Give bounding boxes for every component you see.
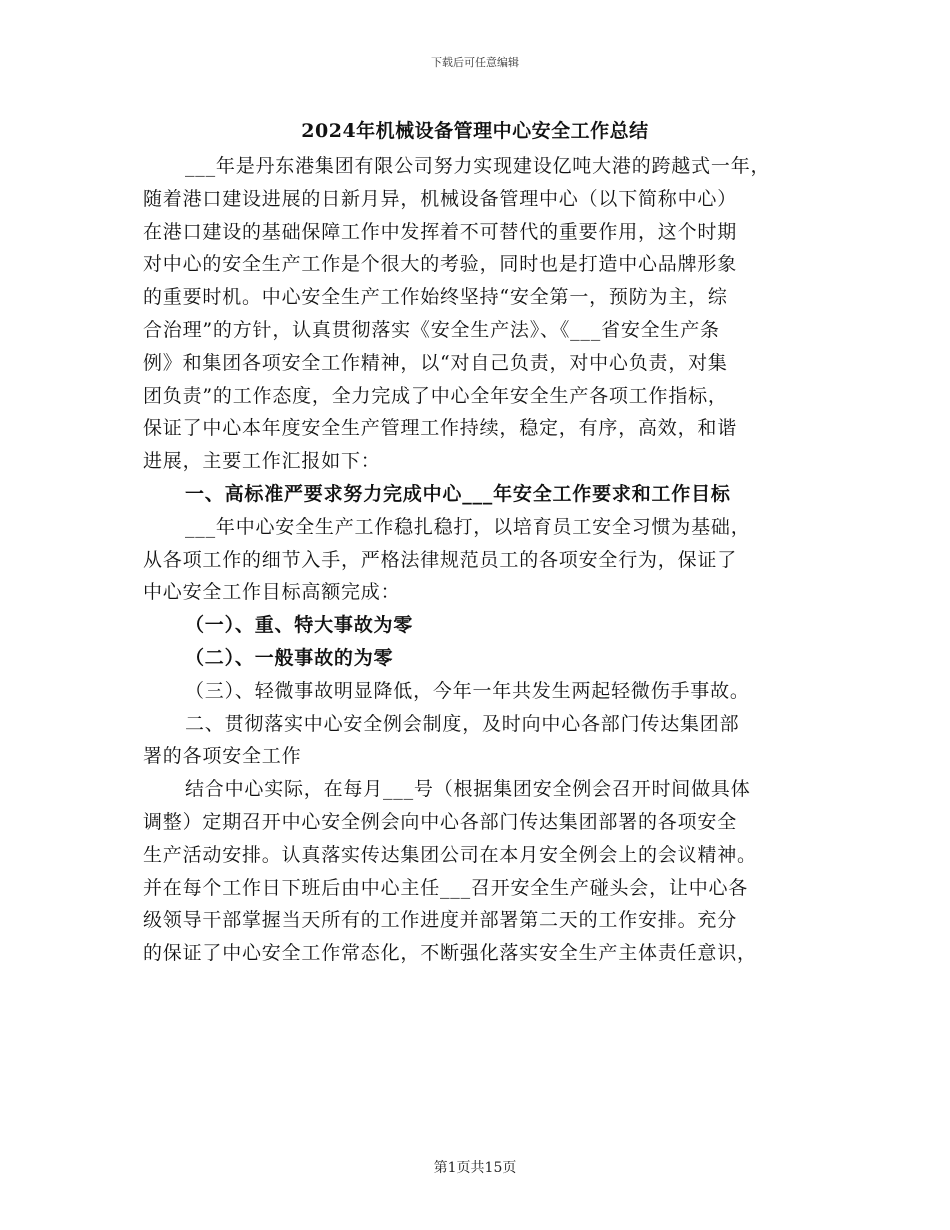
header-note: 下载后可任意编辑 [431, 56, 519, 69]
paragraph-line: 并在每个工作日下班后由中心主任___召开安全生产碰头会，让中心各 [143, 876, 749, 899]
page-footer: 第1页共15页 [433, 1160, 517, 1176]
paragraph-line: 级领导干部掌握当天所有的工作进度并部署第二天的工作安排。充分 [143, 909, 738, 932]
paragraph-line: 署的各项安全工作 [143, 745, 302, 768]
paragraph-line: 中心安全工作目标高额完成： [143, 581, 401, 604]
subsection-heading: （一）、重、特大事故为零 [185, 614, 414, 637]
paragraph-line: 在港口建设的基础保障工作中发挥着不可替代的重要作用，这个时期 [143, 220, 738, 243]
paragraph-line: 例》和集团各项安全工作精神，以“对自己负责，对中心负责，对集 [143, 351, 728, 374]
paragraph-line: 结合中心实际，在每月___号（根据集团安全例会召开时间做具体 [185, 778, 751, 801]
document-title: 2024年机械设备管理中心安全工作总结 [301, 120, 649, 142]
paragraph-line: 保证了中心本年度安全生产管理工作持续，稳定，有序，高效，和谐 [143, 417, 738, 440]
section-heading: 二、贯彻落实中心安全例会制度，及时向中心各部门传达集团部 [185, 712, 740, 735]
paragraph-line: 进展，主要工作汇报如下： [143, 450, 381, 473]
paragraph-line: 合治理”的方针，认真贯彻落实《安全生产法》、《___省安全生产条 [143, 318, 720, 341]
paragraph-line: （三）、轻微事故明显降低，今年一年共发生两起轻微伤手事故。 [185, 679, 750, 702]
paragraph-line: 的重要时机。中心安全生产工作始终坚持“安全第一，预防为主，综 [143, 286, 728, 309]
section-heading: 一、高标准严要求努力完成中心___年安全工作要求和工作目标 [185, 482, 731, 505]
paragraph-line: 调整）定期召开中心安全例会向中心各部门传达集团部署的各项安全 [143, 810, 738, 833]
paragraph-line: 生产活动安排。认真落实传达集团公司在本月安全例会上的会议精神。 [143, 843, 757, 866]
paragraph-line: ___年是丹东港集团有限公司努力实现建设亿吨大港的跨越式一年， [185, 155, 771, 177]
subsection-heading: （二）、一般事故的为零 [185, 646, 394, 669]
paragraph-line: 随着港口建设进展的日新月异，机械设备管理中心（以下简称中心） [143, 187, 738, 210]
paragraph-line: 的保证了中心安全工作常态化，不断强化落实安全生产主体责任意识， [143, 942, 757, 965]
paragraph-line: 从各项工作的细节入手，严格法律规范员工的各项安全行为，保证了 [143, 548, 738, 571]
document-body [143, 150, 823, 970]
paragraph-line: 对中心的安全生产工作是个很大的考验，同时也是打造中心品牌形象 [143, 253, 738, 276]
paragraph-line: ___年中心安全生产工作稳扎稳打，以培育员工安全习惯为基础， [185, 515, 751, 538]
paragraph-line: 团负责”的工作态度，全力完成了中心全年安全生产各项工作指标， [143, 384, 728, 407]
